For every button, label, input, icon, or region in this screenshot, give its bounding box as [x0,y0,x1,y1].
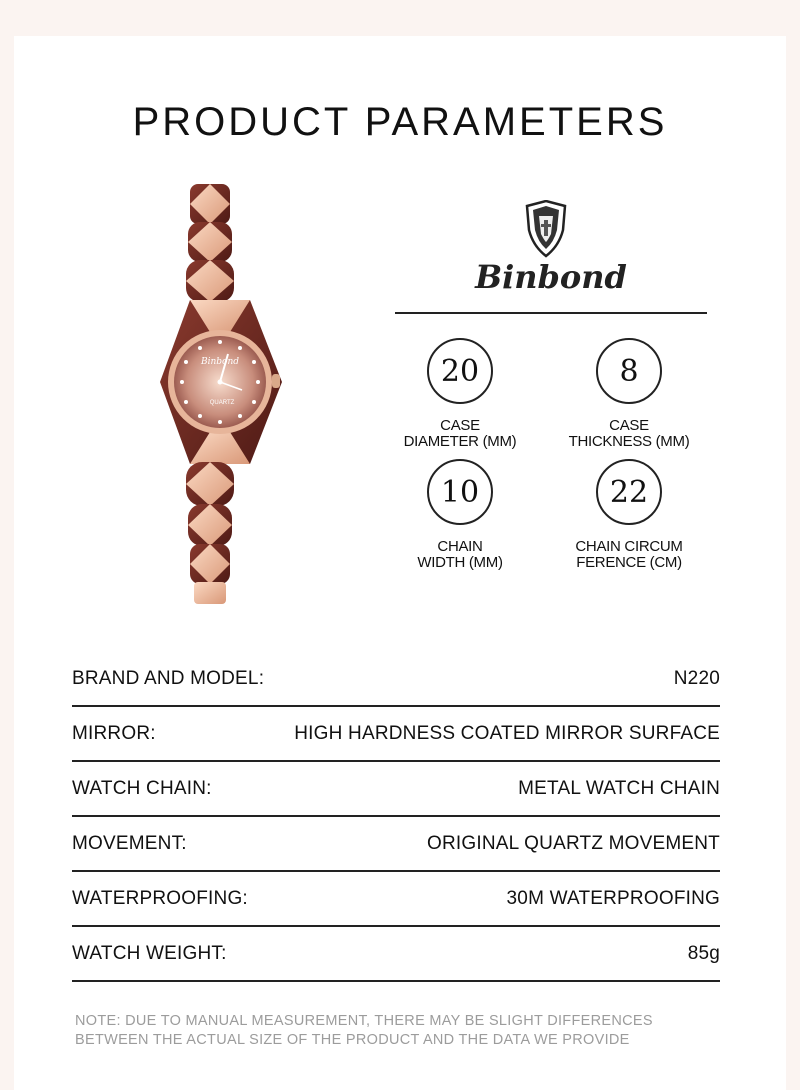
table-row [72,707,720,762]
spec-label [549,539,709,571]
table-row [72,762,720,817]
row-key: MIRROR: [72,722,156,744]
row-key: WATCH CHAIN: [72,777,212,799]
spec-case-diameter [380,338,540,450]
upper-bracelet-links [186,184,234,302]
row-value: N220 [673,667,720,689]
spec-label-line: DIAMETER (MM) [403,433,517,450]
spec-label-line: CASE [440,417,480,434]
spec-label-line: FERENCE (CM) [576,554,682,571]
row-value: 85g [687,942,720,964]
spec-label [380,539,540,571]
row-key: WATERPROOFING: [72,887,248,909]
row-key: WATCH WEIGHT: [72,942,227,964]
spec-label-line: CHAIN [437,538,483,555]
page-title: PRODUCT PARAMETERS [132,100,668,144]
watch-case [160,300,282,464]
spec-value: 8 [596,338,662,404]
spec-label-line: THICKNESS (MM) [568,433,690,450]
spec-chain-width [380,459,540,571]
row-key: MOVEMENT: [72,832,187,854]
spec-label-line: WIDTH (MM) [417,554,503,571]
spec-value: 20 [427,338,493,404]
lower-bracelet-links [186,462,234,604]
brand-name: Binbond [475,258,627,296]
spec-chain-circumference [549,459,709,571]
measurement-note [75,1012,735,1050]
table-row [72,927,720,982]
spec-label-line: CHAIN CIRCUM [575,538,683,555]
note-line: BETWEEN THE ACTUAL SIZE OF THE PRODUCT AND THE DATA WE PROVIDE [75,1032,630,1048]
table-row [72,652,720,707]
dial-brand-text: Binbond [200,357,240,367]
table-row [72,817,720,872]
row-value: ORIGINAL QUARTZ MOVEMENT [427,832,720,854]
note-line: NOTE: DUE TO MANUAL MEASUREMENT, THERE MAY BE SLIGHT DIFFERENCES [75,1013,653,1029]
shield-crest-icon [523,200,569,258]
row-value: HIGH HARDNESS COATED MIRROR SURFACE [294,722,720,744]
spec-case-thickness [549,338,709,450]
dial-quartz-text: QUARTZ [209,400,235,406]
row-value: 30M WATERPROOFING [506,887,720,909]
spec-value: 10 [427,459,493,525]
parameters-table [72,652,720,982]
spec-label-line: CASE [609,417,649,434]
watch-image [150,182,290,607]
spec-label [549,418,709,450]
row-value: METAL WATCH CHAIN [518,777,720,799]
spec-label [380,418,540,450]
row-key: BRAND AND MODEL: [72,667,265,689]
brand-divider [395,312,707,314]
spec-value: 22 [596,459,662,525]
table-row [72,872,720,927]
